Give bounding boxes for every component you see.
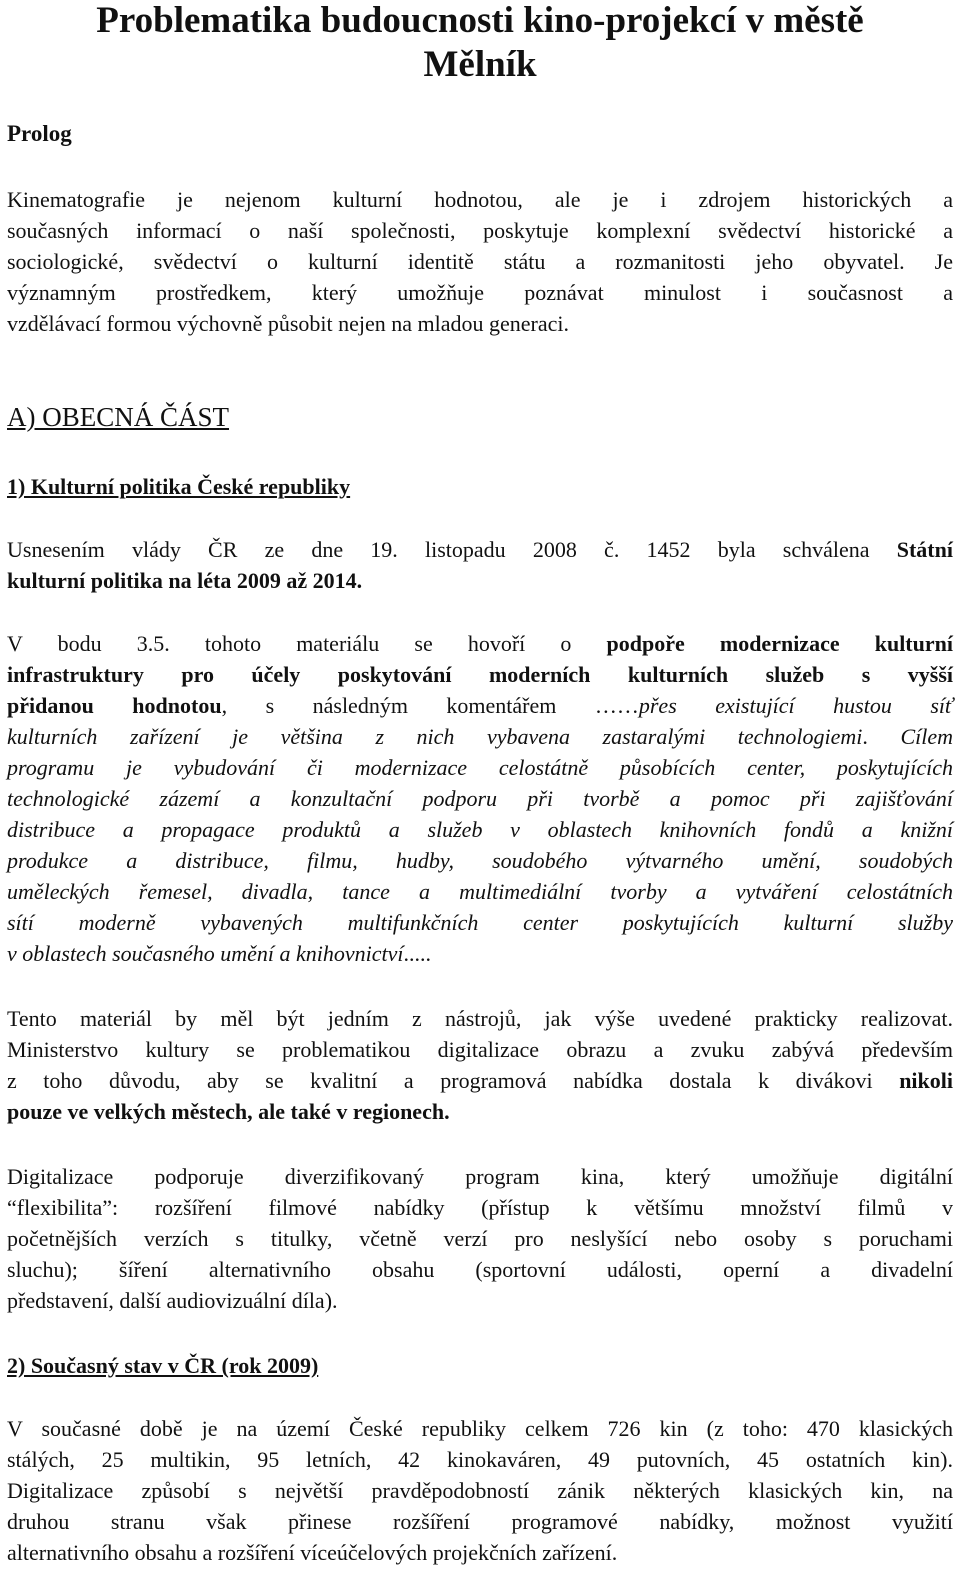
usneseni-line-2: kulturní politika na léta 2009 až 2014. (7, 568, 363, 593)
prolog-line: sociologické, svědectví o kulturní identitě státu a rozmanitosti jeho obyvatel. Je (7, 249, 953, 274)
soucasny-line: Digitalizace způsobí s největší pravděpodobností zánik některých klasických kin, na (7, 1478, 953, 1503)
bodu-line: distribuce a propagace produktů a služeb v oblastech knihovních fondů a knižní (7, 817, 953, 842)
usneseni-text: Usnesením vlády ČR ze dne 19. listopadu 2008 č. 1452 byla schválena (7, 537, 870, 562)
soucasny-line: V současné době je na území České republiky celkem 726 kin (z toho: 470 klasických (7, 1416, 953, 1441)
prolog-line: vzdělávací formou výchovně působit nejen na mladou generaci. (7, 311, 570, 336)
soucasny-line: stálých, 25 multikin, 95 letních, 42 kinokaváren, 49 putovních, 45 ostatních kin). (7, 1447, 953, 1472)
italic-run: přes existující hustou síť (638, 693, 953, 718)
digitalizace-line: představení, další audiovizuální díla). (7, 1288, 338, 1313)
soucasny-line: druhou stranu však přinese rozšíření programové nabídky, možnost využití (7, 1509, 953, 1534)
digitalizace-line: sluchu); šíření alternativního obsahu (sportovní události, operní a divadelní (7, 1257, 953, 1282)
italic-run: kulturních zařízení je většina z nich vybavena zastaralými technologiemi (7, 724, 863, 749)
italic-run: v oblastech současného umění a knihovnictví (7, 941, 404, 966)
tento-line: Ministerstvo kultury se problematikou digitalizace obrazu a zvuku zabývá především (7, 1037, 953, 1062)
tento-line (7, 1065, 953, 1096)
section-a-heading: A) OBECNÁ ČÁST (7, 402, 230, 432)
bodu-line (7, 938, 953, 969)
text-run: . (862, 724, 901, 749)
prolog-line: významným prostředkem, který umožňuje poznávat minulost i současnost a (7, 280, 953, 305)
bold-run: s vyšší (861, 662, 953, 687)
bodu-line (7, 721, 953, 752)
bold-run: podpoře modernizace kulturní (606, 631, 953, 656)
usneseni-bold: Státní (896, 537, 953, 562)
document-title-line-1: Problematika budoucnosti kino-projekcí v městě (96, 0, 864, 41)
tento-line: Tento materiál by měl být jedním z nástrojů, jak výše uvedené prakticky realizovat. (7, 1006, 953, 1031)
subsection-1-heading: 1) Kulturní politika České republiky (7, 474, 351, 499)
italic-run: Cílem (900, 724, 953, 749)
soucasny-line: alternativního obsahu a rozšíření víceúčelových projekčních zařízení. (7, 1540, 618, 1565)
document-title-line-2: Mělník (423, 44, 537, 85)
text-run: , s následným komentářem …… (221, 693, 639, 718)
bold-run: přidanou hodnotou (7, 693, 222, 718)
usneseni-line-1 (7, 534, 953, 565)
prolog-line: současných informací o naší společnosti, poskytuje komplexní svědectví historické a (7, 218, 953, 243)
bold-run: nikoli (899, 1068, 953, 1093)
bodu-line (7, 628, 953, 659)
text-run: V bodu 3.5. tohoto materiálu se hovoří o (7, 631, 607, 656)
bodu-line: uměleckých řemesel, divadla, tance a multimediální tvorby a vytváření celostátních (7, 879, 953, 904)
bold-run: infrastruktury pro účely poskytování moderních kulturních služeb (7, 662, 862, 687)
bodu-line: programu je vybudování či modernizace celostátně působících center, poskytujících (7, 755, 953, 780)
bodu-line (7, 659, 953, 690)
bodu-line: sítí moderně vybavených multifunkčních center poskytujících kulturní služby (7, 910, 953, 935)
subsection-2-heading: 2) Současný stav v ČR (rok 2009) (7, 1353, 319, 1378)
bodu-line (7, 690, 953, 721)
prolog-heading: Prolog (7, 121, 72, 146)
bodu-line: produkce a distribuce, filmu, hudby, soudobého výtvarného umění, soudobých (7, 848, 953, 873)
bodu-line: technologické zázemí a konzultační podporu při tvorbě a pomoc při zajišťování (7, 786, 953, 811)
digitalizace-line: Digitalizace podporuje diverzifikovaný program kina, který umožňuje digitální (7, 1164, 953, 1189)
text-run: ..... (403, 941, 432, 966)
digitalizace-line: početnějších verzích s titulky, včetně verzí pro neslyšící nebo osoby s poruchami (7, 1226, 953, 1251)
tento-line: pouze ve velkých městech, ale také v regionech. (7, 1099, 450, 1124)
text-run: z toho důvodu, aby se kvalitní a programová nabídka dostala k divákovi (7, 1068, 900, 1093)
digitalizace-line: “flexibilita”: rozšíření filmové nabídky (přístup k většímu množství filmů v (7, 1195, 953, 1220)
prolog-line: Kinematografie je nejenom kulturní hodnotou, ale je i zdrojem historických a (7, 187, 953, 212)
